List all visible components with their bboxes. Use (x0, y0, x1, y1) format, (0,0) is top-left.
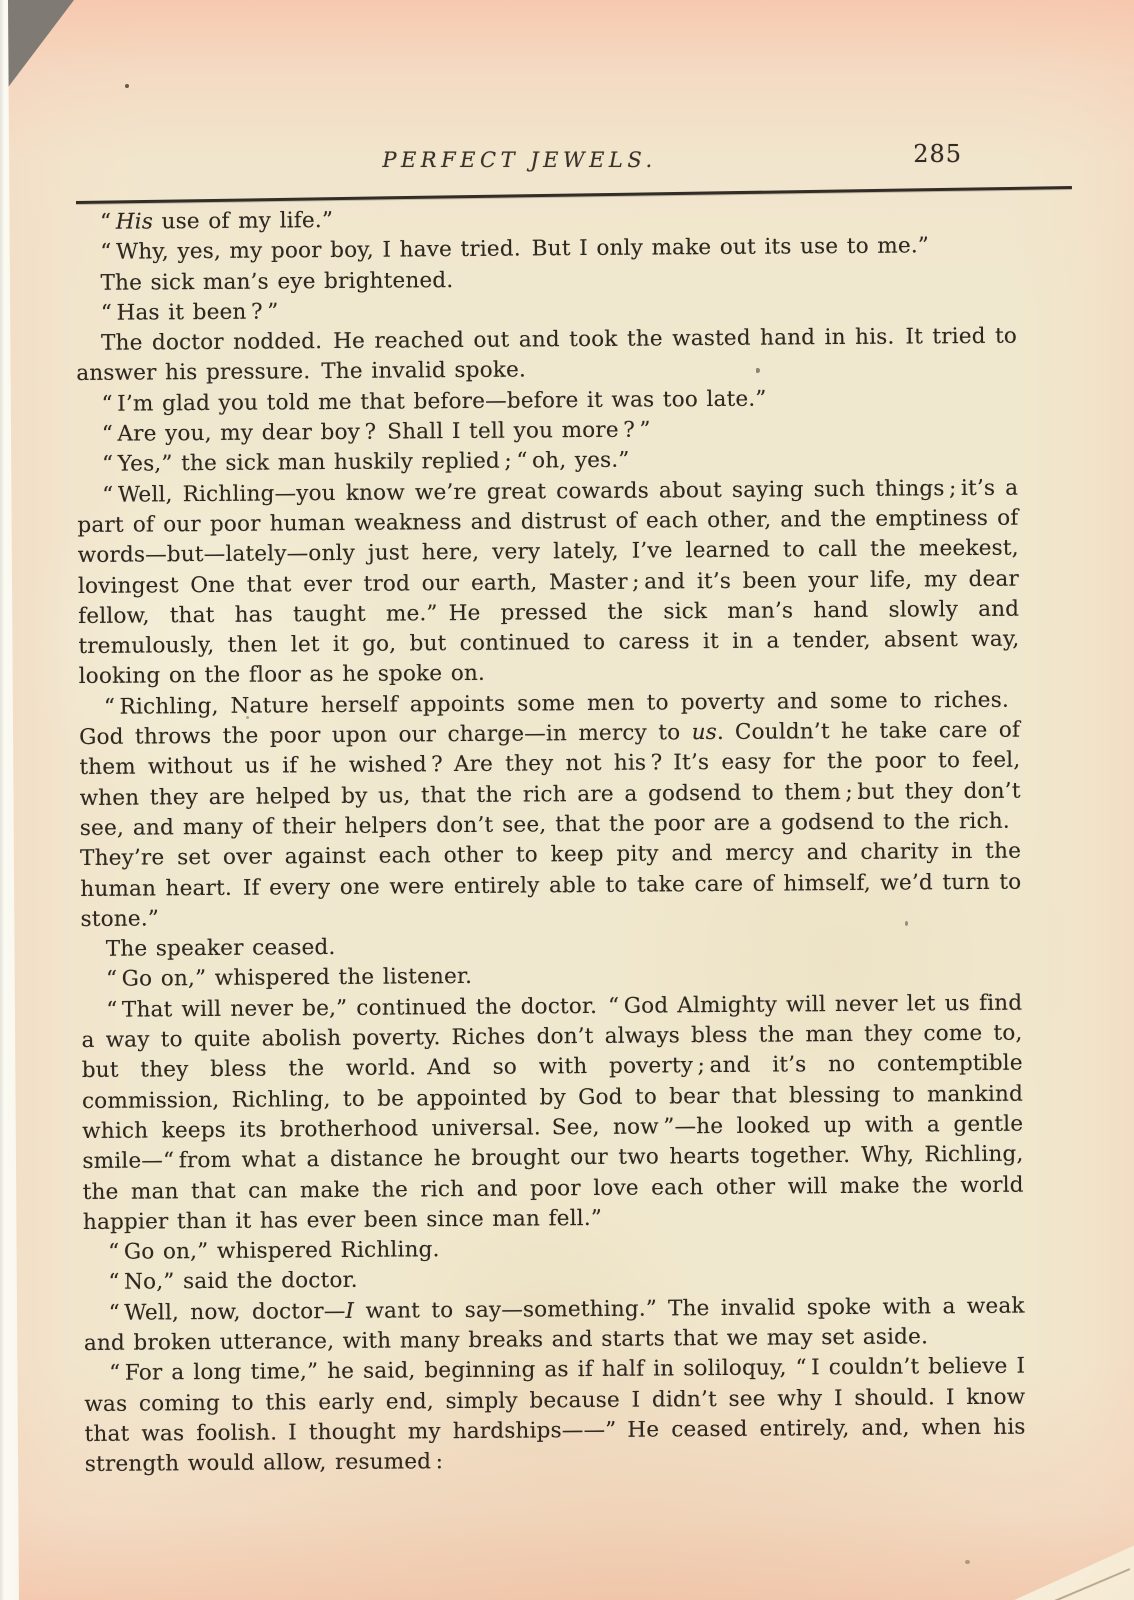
paper-speck (125, 84, 129, 88)
text-segment: “ That will never be,” continued the doctor. “ God Almighty will never let us find a way to quite abolish poverty. Riches don’t always bless the man they come to, but they bless the world. And so with poverty ; and it’s no contemptible commission, Richling, to be appointed by God to bear that blessing to mankind which keeps its brotherhood universal. See, now ”—he looked up with a gentle smile—“ from what a distance he brought our two hearts together. Why, Richling, the man that can make the rich and poor love each other will make the world happier than it has ever been since man fell.” (81, 990, 1024, 1235)
text-segment: “ Why, yes, my poor boy, I have tried. But I only make out its use to me.” (100, 233, 930, 266)
paragraph (76, 322, 1017, 390)
text-segment: use of my life.” (152, 207, 334, 235)
text-segment: The sick man’s eye brightened. (100, 267, 454, 296)
running-title: PERFECT JEWELS. (382, 148, 657, 172)
text-segment: “ Go on,” whispered the listener. (105, 964, 473, 993)
text-segment: “ No,” said the doctor. (108, 1268, 358, 1296)
text-segment: “ (100, 209, 116, 235)
page-left-edge (0, 0, 20, 1600)
text-segment: The speaker ceased. (105, 935, 336, 962)
italic-text: us (691, 720, 718, 746)
scanner-corner-shadow (0, 0, 80, 104)
text-segment: . Couldn’t he take care of them without us if he wished ? Are they not his ? It’s easy for the poor to feel, when they are helped by us, that the rich are a godsend to them ; but they don’t see, and many of their helpers don’t see, that the poor are a godsend to the rich. They’re set over against each other to keep pity and mercy and charity in the human heart. If every one were entirely able to take care of himself, we’d turn to stone.” (79, 717, 1022, 932)
text-segment: “ Go on,” whispered Richling. (108, 1237, 440, 1265)
text-segment: “ Well, Richling—you know we’re great cowards about saying such things ; it’s a part of our poor human weakness and distrust of each other, and the emptiness of words—but—lately—only just here, very lately, I’ve learned to call the meekest, lovingest One that ever trod our earth, Master ; and it’s been your life, my dear fellow, that has taught me.” He pressed the sick man’s hand slowly and tremulously, then let it go, but continued to caress it in a tender, absent way, looking on the floor as he spoke on. (77, 475, 1020, 690)
paper-speck (756, 368, 760, 373)
text-segment: “ Are you, my dear boy ? Shall I tell you more ? ” (101, 417, 651, 447)
paragraph (77, 473, 1020, 692)
paragraph (79, 685, 1022, 935)
paragraph (81, 988, 1024, 1238)
paragraph (84, 1352, 1026, 1481)
text-segment: “ Has it been ? ” (100, 299, 279, 326)
paper-speck (246, 716, 249, 719)
italic-text: I (345, 1298, 355, 1324)
paragraph (84, 1291, 1025, 1359)
text-segment: want to say—something.” The invalid spoke with a weak and broken utterance, with many breaks and starts that we may set aside. (83, 1293, 1025, 1356)
text-segment: The doctor nodded. He reached out and took the wasted hand in his. It tried to answer his pressure. The invalid spoke. (76, 323, 1018, 387)
text-segment: “ Well, now, doctor— (108, 1298, 346, 1326)
body-paragraphs (75, 201, 1026, 1481)
paper-speck (965, 1560, 970, 1564)
text-segment: “ For a long time,” he said, beginning as if half in soliloquy, “ I couldn’t believe I was coming to this early end, simply because I didn’t see why I should. I know that was foolish. I thought my hardships——” He ceased entirely, and, when his strength would allow, resumed : (84, 1353, 1026, 1478)
text-segment: “ I’m glad you told me that before—before it was too late.” (101, 386, 767, 417)
text-segment: “ Richling, Nature herself appoints some men to poverty and some to riches. God throws the poor upon our charge—in mercy to (79, 687, 1020, 751)
italic-text: His (115, 209, 154, 235)
page-header (75, 140, 1016, 172)
page-number: 285 (913, 140, 962, 168)
text-segment: “ Yes,” the sick man huskily replied ; “ oh, yes.” (101, 448, 630, 478)
page-tear-bottom-right (1004, 1538, 1134, 1600)
paper-speck (905, 921, 908, 926)
